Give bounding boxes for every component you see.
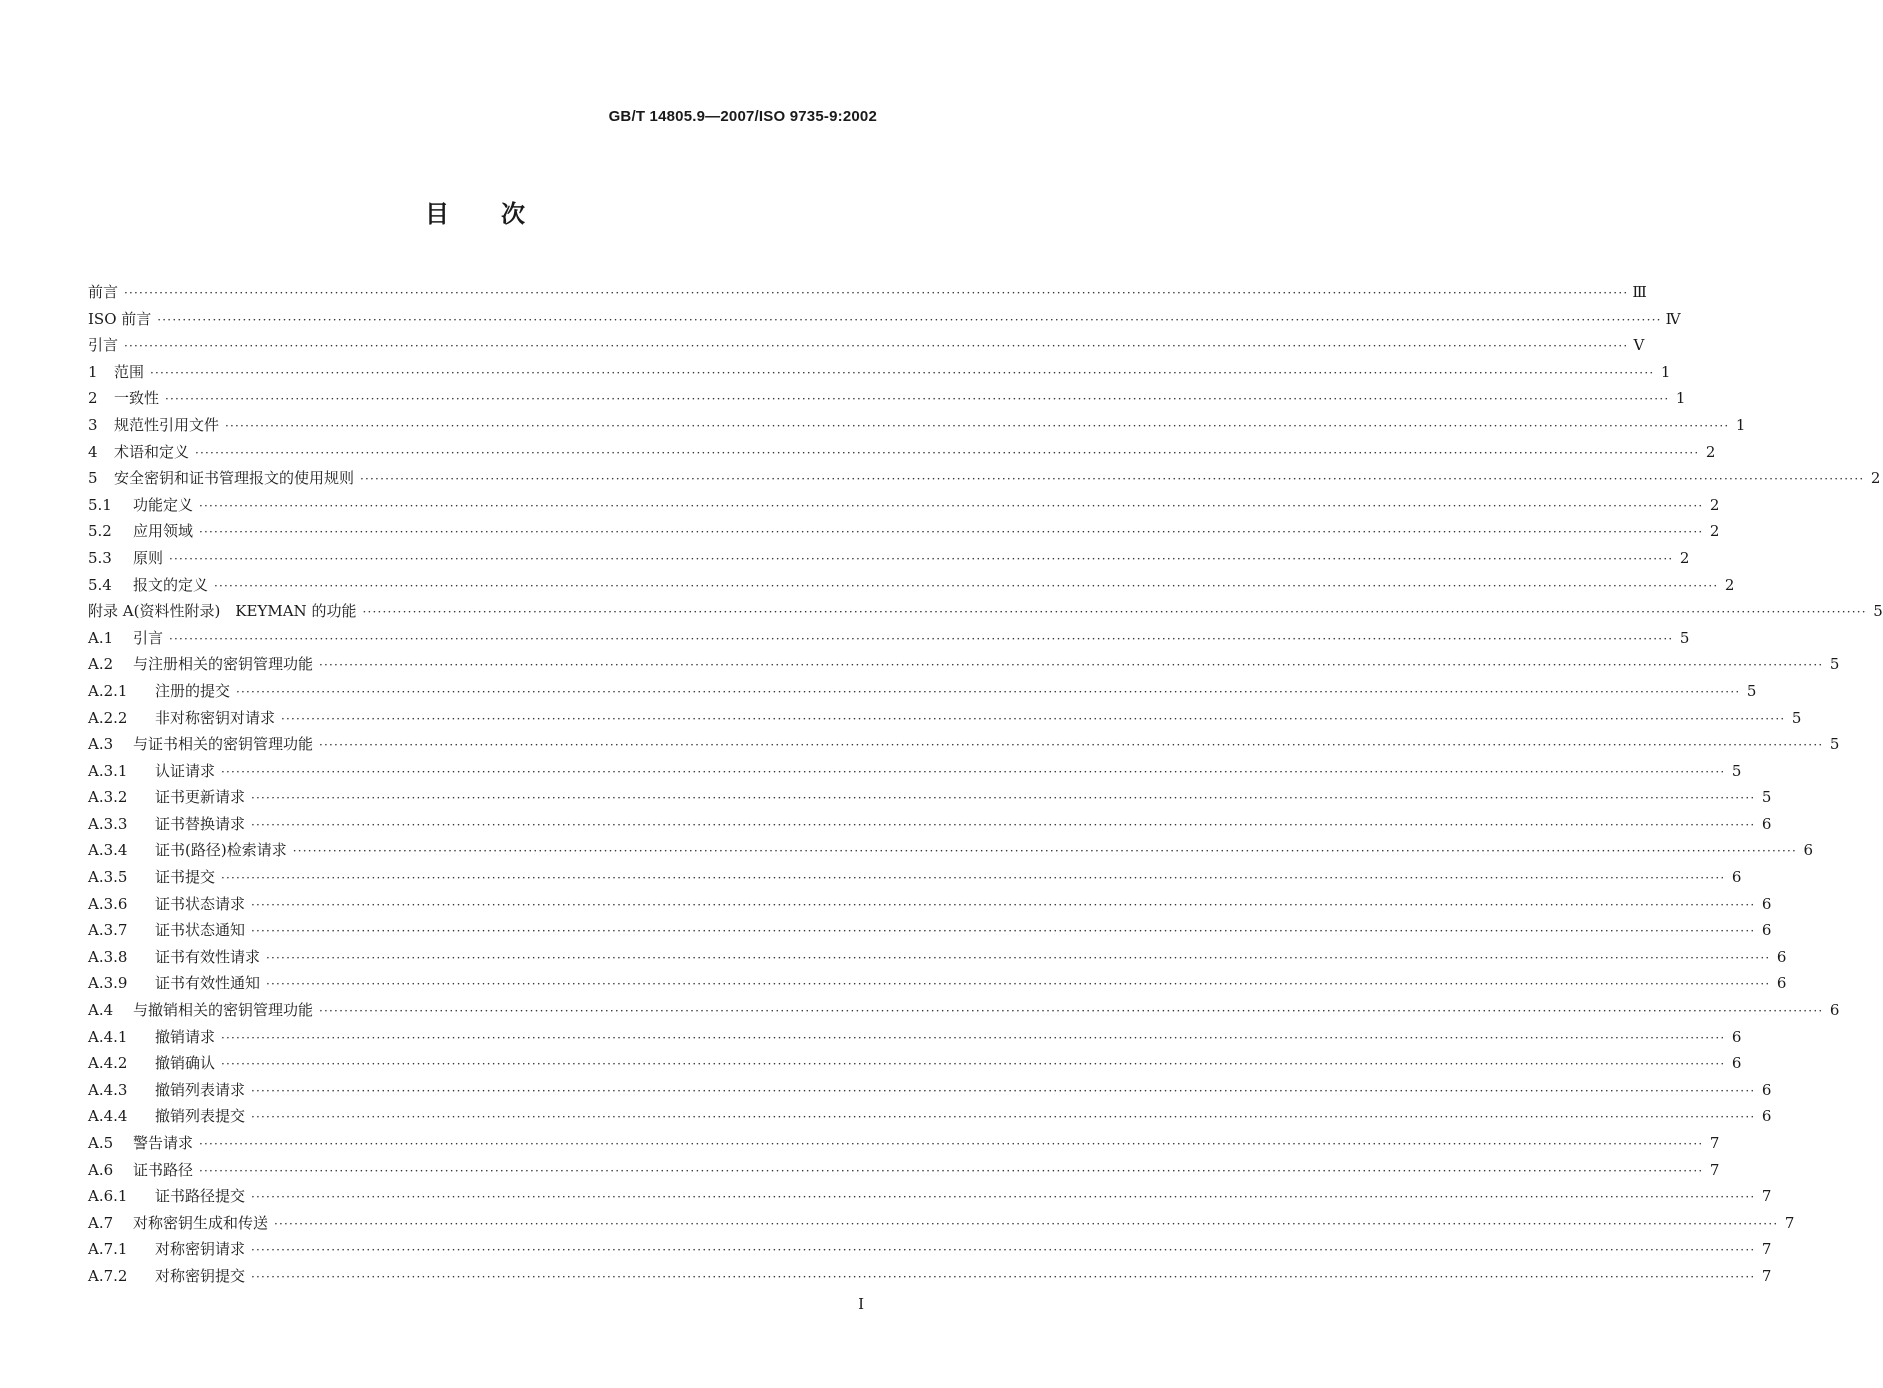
dot-leader: ············································································································································································································································································································	[124, 286, 1629, 300]
toc-entry-label: 术语和定义	[114, 442, 190, 461]
toc-entry-number: A.3.5	[88, 868, 128, 887]
toc-entry-page: 5	[1761, 788, 1772, 807]
toc-entry-page: Ⅴ	[1633, 336, 1645, 355]
toc-entry-number: 5.4	[88, 575, 112, 594]
toc-entry-label: 与注册相关的密钥管理功能	[133, 655, 314, 674]
toc-entry-number: 2	[88, 389, 98, 408]
toc-entry-number: A.7.1	[88, 1240, 128, 1259]
toc-entry[interactable]	[88, 359, 1671, 386]
toc-entry-number: A.3.9	[88, 974, 128, 993]
dot-leader: ············································································································································································································································································································	[266, 977, 1771, 992]
toc-entry-number: A.4.1	[88, 1027, 128, 1046]
toc-entry-label: 撤销列表提交	[155, 1107, 246, 1126]
toc-entry-page: 2	[1870, 469, 1881, 488]
toc-entry[interactable]	[88, 997, 1840, 1024]
dot-leader: ············································································································································································································································································································	[362, 605, 1867, 620]
toc-entry-number: A.6	[88, 1160, 114, 1179]
toc-entry-number: A.3.1	[88, 761, 128, 780]
toc-entry-page: 1	[1660, 362, 1671, 381]
toc-entry-label: 范围	[114, 362, 145, 381]
toc-entry[interactable]	[88, 332, 1645, 359]
toc-entry-label: 注册的提交	[155, 681, 231, 700]
toc-entry-label: 证书提交	[155, 868, 216, 887]
dot-leader: ············································································································································································································································································································	[169, 631, 1674, 646]
toc-entry-label: 一致性	[114, 389, 160, 408]
toc-entry-page: 6	[1761, 814, 1772, 833]
toc-entry[interactable]	[88, 492, 1720, 519]
toc-entry[interactable]	[88, 1236, 1772, 1263]
dot-leader: ············································································································································································································································································································	[251, 897, 1756, 912]
toc-entry-page: 5	[1873, 602, 1883, 621]
toc-entry-page: 6	[1731, 1027, 1742, 1046]
toc-entry[interactable]	[88, 598, 1883, 625]
toc-entry-number: A.7.2	[88, 1266, 128, 1285]
toc-entry[interactable]	[88, 1157, 1720, 1184]
toc-entry[interactable]	[88, 758, 1742, 785]
toc-entry-page: 6	[1761, 894, 1772, 913]
toc-entry-number: A.4	[88, 1001, 114, 1020]
toc-entry-label: 认证请求	[155, 761, 216, 780]
dot-leader: ············································································································································································································································································································	[251, 1269, 1756, 1284]
dot-leader: ············································································································································································································································································································	[251, 924, 1756, 939]
toc-entry-label: 撤销确认	[155, 1054, 216, 1073]
toc-entry-page: 7	[1784, 1213, 1795, 1232]
toc-entry-number: 5.1	[88, 495, 112, 514]
toc-entry[interactable]	[88, 306, 1681, 333]
dot-leader: ············································································································································································································································································································	[292, 844, 1798, 859]
dot-leader: ············································································································································································································································································································	[165, 392, 1670, 407]
dot-leader: ············································································································································································································································································································	[199, 525, 1704, 540]
toc-entry-number: A.4.3	[88, 1080, 128, 1099]
dot-leader: ············································································································································································································································································································	[274, 1216, 1779, 1231]
dot-leader: ············································································································································································································································································································	[221, 764, 1726, 779]
toc-entry-number: 3	[88, 415, 98, 434]
dot-leader: ············································································································································································································································································································	[221, 871, 1726, 886]
toc-entry-number: A.4.2	[88, 1054, 128, 1073]
toc-entry[interactable]	[88, 811, 1772, 838]
toc-entry-number: A.3.3	[88, 814, 128, 833]
toc-entry-number: 1	[88, 362, 98, 381]
toc-entry[interactable]	[88, 1183, 1772, 1210]
page-title: 目次	[425, 200, 577, 228]
toc-entry-number: A.3	[88, 735, 114, 754]
toc-entry-label: 对称密钥生成和传送	[133, 1213, 269, 1232]
toc-entry-label: 原则	[133, 548, 164, 567]
toc-entry[interactable]	[88, 1103, 1772, 1130]
dot-leader: ············································································································································································································································································································	[157, 312, 1662, 327]
toc-entry-label: 撤销列表请求	[155, 1080, 246, 1099]
toc-entry-label: 证书路径	[133, 1160, 194, 1179]
toc-entry-number: A.3.8	[88, 947, 128, 966]
toc-entry-page: 2	[1709, 522, 1720, 541]
toc-entry-number: 4	[88, 442, 98, 461]
toc-entry-page: 7	[1761, 1187, 1772, 1206]
toc-entry-number: A.7	[88, 1213, 114, 1232]
toc-entry[interactable]	[88, 465, 1881, 492]
toc-entry-label: 证书有效性通知	[155, 974, 261, 993]
toc-entry-page: 5	[1731, 761, 1742, 780]
toc-entry-label: 证书状态通知	[155, 921, 246, 940]
dot-leader: ············································································································································································································································································································	[195, 445, 1700, 460]
dot-leader: ············································································································································································································································································································	[150, 365, 1655, 380]
toc-entry-number: 5	[88, 469, 98, 488]
toc-entry[interactable]	[88, 279, 1647, 306]
dot-leader: ············································································································································································································································································································	[199, 1137, 1704, 1151]
toc-entry-label: 安全密钥和证书管理报文的使用规则	[114, 469, 355, 488]
toc-entry-number: A.2.1	[88, 681, 128, 700]
toc-entry[interactable]	[88, 678, 1757, 705]
toc-entry[interactable]	[88, 864, 1742, 891]
toc-entry-page: 2	[1679, 548, 1690, 567]
toc-entry[interactable]	[88, 731, 1840, 758]
toc-entry-label: 证书状态请求	[155, 894, 246, 913]
toc-entry-label: 引言	[133, 628, 164, 647]
dot-leader: ············································································································································································································································································································	[199, 1163, 1704, 1178]
dot-leader: ············································································································································································································································································································	[221, 1030, 1726, 1045]
toc-entry-number: A.3.6	[88, 894, 128, 913]
toc-entry[interactable]	[88, 1024, 1742, 1051]
dot-leader: ············································································································································································································································································································	[225, 418, 1730, 433]
toc-entry-label: 规范性引用文件	[114, 415, 220, 434]
dot-leader: ············································································································································································································································································································	[319, 1004, 1824, 1019]
standard-number: GB/T 14805.9—2007/ISO 9735-9:2002	[608, 108, 877, 125]
toc-entry-page: 6	[1761, 1107, 1772, 1126]
dot-leader: ············································································································································································································································································································	[251, 817, 1756, 832]
toc-entry-number: A.3.4	[88, 841, 128, 860]
toc-entry-page: Ⅳ	[1665, 309, 1681, 328]
toc-entry-page: 1	[1735, 415, 1746, 434]
toc-entry-page: 6	[1761, 1080, 1772, 1099]
toc-entry[interactable]	[88, 1263, 1772, 1290]
toc-entry-label: 引言	[88, 336, 119, 355]
toc-entry-label: 对称密钥提交	[155, 1266, 246, 1285]
toc-entry-number: A.2	[88, 655, 114, 674]
toc-entry[interactable]	[88, 545, 1690, 572]
toc-entry-label: 对称密钥请求	[155, 1240, 246, 1259]
toc-entry-page: 5	[1679, 628, 1690, 647]
toc-entry-number: A.3.7	[88, 921, 128, 940]
toc-entry[interactable]	[88, 917, 1772, 944]
toc-entry-page: 6	[1776, 947, 1787, 966]
toc-entry[interactable]	[88, 1130, 1720, 1157]
dot-leader: ············································································································································································································································································································	[124, 339, 1629, 354]
toc-entry-label: 与证书相关的密钥管理功能	[133, 735, 314, 754]
toc-entry[interactable]	[88, 784, 1772, 811]
toc-entry[interactable]	[88, 518, 1720, 545]
toc-entry-page: 7	[1709, 1160, 1720, 1179]
toc-entry[interactable]	[88, 970, 1787, 997]
dot-leader: ············································································································································································································································································································	[281, 711, 1786, 726]
toc-entry[interactable]	[88, 891, 1772, 918]
toc-entry-label: 证书路径提交	[155, 1187, 246, 1206]
dot-leader: ············································································································································································································································································································	[199, 498, 1704, 513]
toc-entry-label: 非对称密钥对请求	[155, 708, 276, 727]
toc-entry-label: 证书替换请求	[155, 814, 246, 833]
toc-entry-number: A.3.2	[88, 788, 128, 807]
toc-entry-number: A.4.4	[88, 1107, 128, 1126]
toc-entry-page: 5	[1791, 708, 1802, 727]
dot-leader: ············································································································································································································································································································	[236, 684, 1741, 699]
toc-entry-page: 7	[1709, 1134, 1720, 1152]
toc-entry-number: A.1	[88, 628, 114, 647]
toc-entry-number: A.2.2	[88, 708, 128, 727]
toc-entry[interactable]	[88, 837, 1814, 864]
toc-entry-page: 5	[1746, 681, 1757, 700]
toc-entry-page: 6	[1731, 868, 1742, 887]
toc-entry-page: 6	[1829, 1001, 1840, 1020]
dot-leader: ············································································································································································································································································································	[319, 738, 1824, 753]
dot-leader: ············································································································································································································································································································	[221, 1057, 1726, 1072]
toc-entry-label: 附录 A(资料性附录) KEYMAN 的功能	[88, 602, 357, 621]
dot-leader: ············································································································································································································································································································	[319, 658, 1824, 673]
toc-entry-page: 2	[1705, 442, 1716, 461]
toc-entry-number: 5.3	[88, 548, 112, 567]
dot-leader: ············································································································································································································································································································	[251, 791, 1756, 806]
toc-entry[interactable]	[88, 944, 1787, 971]
toc-entry-page: Ⅲ	[1632, 283, 1647, 301]
toc-entry-page: 6	[1761, 921, 1772, 940]
toc-entry-label: 警告请求	[133, 1134, 194, 1152]
toc-entry-page: 6	[1803, 841, 1814, 860]
toc-entry-label: 功能定义	[133, 495, 194, 514]
toc-entry[interactable]	[88, 705, 1802, 732]
toc-entry[interactable]	[88, 1210, 1795, 1237]
toc-entry-label: ISO 前言	[88, 309, 152, 328]
toc-entry[interactable]	[88, 625, 1690, 652]
toc-entry-label: 报文的定义	[133, 575, 209, 594]
dot-leader: ············································································································································································································································································································	[251, 1243, 1756, 1258]
toc-entry-label: 证书(路径)检索请求	[155, 841, 287, 860]
toc-entry-page: 2	[1709, 495, 1720, 514]
toc-entry-label: 证书有效性请求	[155, 947, 261, 966]
toc-entry[interactable]	[88, 1077, 1772, 1104]
dot-leader: ············································································································································································································································································································	[266, 950, 1771, 965]
toc-entry-label: 应用领域	[133, 522, 194, 541]
toc-entry-page: 5	[1829, 655, 1840, 674]
page-number: Ⅰ	[858, 1295, 864, 1313]
toc-entry[interactable]	[88, 439, 1716, 466]
dot-leader: ············································································································································································································································································································	[251, 1083, 1756, 1098]
toc-entry[interactable]	[88, 651, 1840, 678]
toc-entry-label: 撤销请求	[155, 1027, 216, 1046]
toc-entry-label: 证书更新请求	[155, 788, 246, 807]
toc-entry-page: 6	[1731, 1054, 1742, 1073]
dot-leader: ············································································································································································································································································································	[169, 551, 1674, 566]
toc-entry-page: 7	[1761, 1266, 1772, 1285]
toc-entry-page: 7	[1761, 1240, 1772, 1259]
toc-entry-number: A.6.1	[88, 1187, 128, 1206]
toc-entry[interactable]	[88, 572, 1735, 599]
toc-entry-page: 2	[1724, 575, 1735, 594]
toc-entry-label: 前言	[88, 283, 119, 301]
dot-leader: ············································································································································································································································································································	[360, 472, 1865, 487]
table-of-contents	[88, 279, 1883, 1290]
dot-leader: ············································································································································································································································································································	[251, 1190, 1756, 1205]
toc-entry-page: 6	[1776, 974, 1787, 993]
toc-entry[interactable]	[88, 412, 1746, 439]
toc-entry-number: A.5	[88, 1134, 114, 1152]
toc-entry-page: 1	[1675, 389, 1686, 408]
toc-entry-number: 5.2	[88, 522, 112, 541]
toc-entry[interactable]	[88, 385, 1686, 412]
dot-leader: ············································································································································································································································································································	[251, 1110, 1756, 1125]
toc-entry-page: 5	[1829, 735, 1840, 754]
toc-entry-label: 与撤销相关的密钥管理功能	[133, 1001, 314, 1020]
dot-leader: ············································································································································································································································································································	[214, 578, 1719, 593]
toc-entry[interactable]	[88, 1050, 1742, 1077]
